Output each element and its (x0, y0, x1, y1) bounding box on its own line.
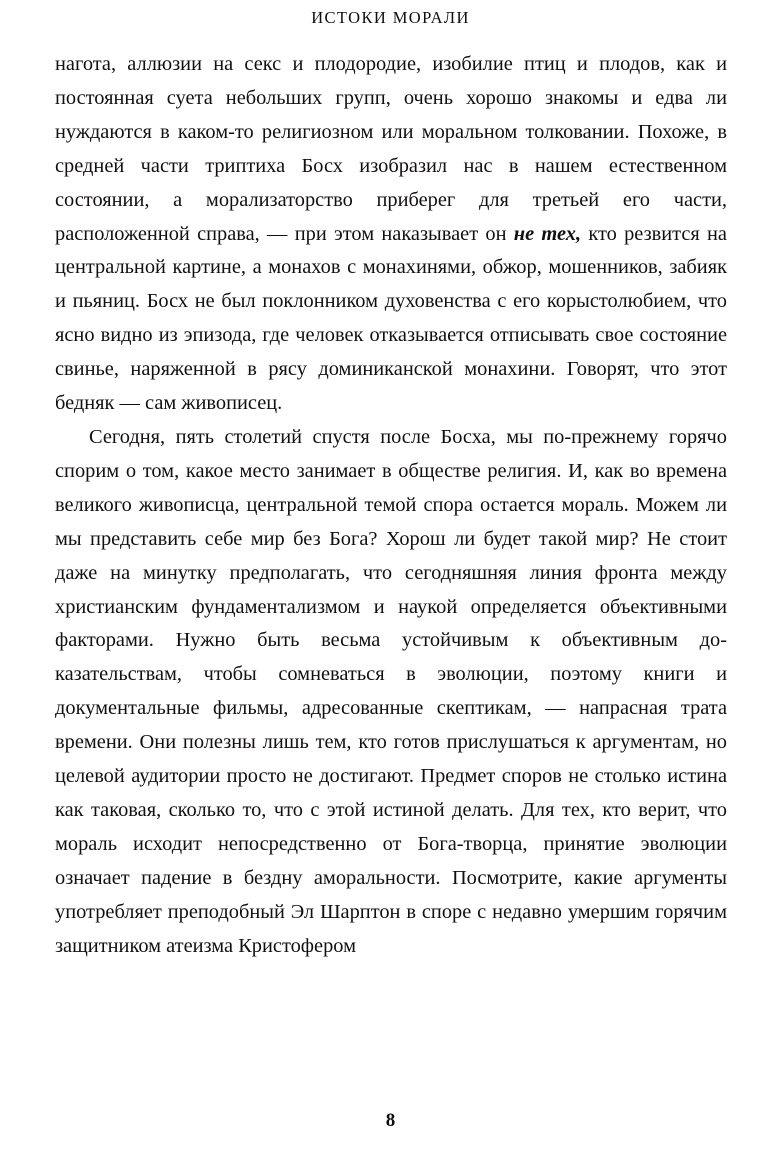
paragraph (55, 421, 727, 964)
header-divider (55, 34, 726, 35)
text-run: нагота, аллюзии на секс и плодородие, изобилие птиц и плодов, как и постоянная суета небольших групп, очень хорошо знакомы и едва ли нуждаются в каком-то религиозном или моральном толковании. Похоже, в средней части триптиха Босх изобразил нас в нашем естественном состоянии, а морализаторство приберег для третьей его части, расположенной справа, — при этом наказывает он (55, 53, 727, 245)
text-run: кто резвится на центральной картине, а монахов с монахинями, обжор, мошенников, забияк и пьяниц. Босх не был поклонником духовенства с его корыстолюбием, что ясно видно из эпизода, где человек отказывается отписывать свое состояние свинье, наряженной в рясу доминиканской монахини. Говорят, что этот бедняк — сам живописец. (55, 222, 727, 415)
page-number: 8 (385, 1110, 396, 1131)
emphasis-run: не тех, (513, 222, 582, 245)
paragraph (55, 48, 727, 421)
running-head: ИСТОКИ МОРАЛИ (311, 8, 470, 27)
text-run: Сегодня, пять столетий спустя после Босха, мы по-прежнему горячо спорим о том, какое место занимает в обществе религия. И, как во времена великого живописца, центральной темой спора остается мораль. Можем ли мы представить себе мир без Бога? Хорош ли будет такой мир? Не стоит даже на минутку предполагать, что сегодняшняя линия фронта между христианским фундаментализмом и наукой определяется объективными факторами. Нужно быть весьма устойчивым к объективным доказательствам, чтобы сомневаться в эволюции, поэтому книги и документальные фильмы, адресованные скептикам, — напрасная трата времени. Они полезны лишь тем, кто готов прислушаться к аргументам, но целевой аудитории просто не достигают. Предмет споров не столько истина как таковая, сколько то, что с этой истиной делать. Для тех, кто верит, что мораль исходит непосредственно от Бога-творца, принятие эволюции означает падение в бездну аморальности. Посмотрите, какие аргументы употребляет преподобный Эл Шарптон в споре с недавно умершим горячим защитником атеизма Кристофером (55, 425, 727, 957)
body-text (55, 48, 727, 963)
